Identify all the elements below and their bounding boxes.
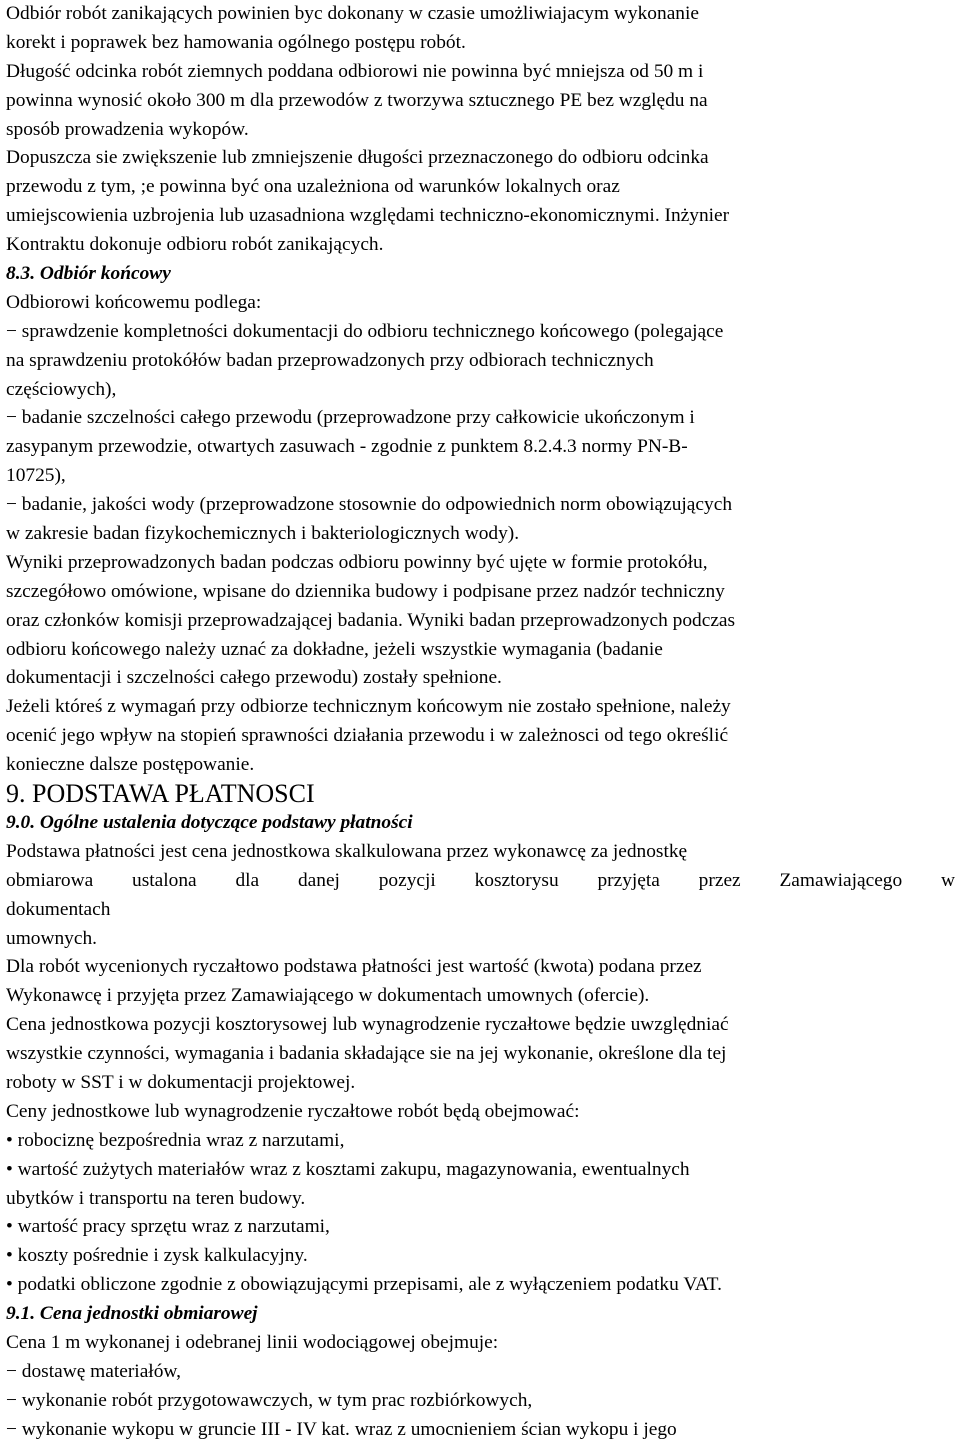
text-line: wszystkie czynności, wymagania i badania składające sie na jej wykonanie, określone dla tej (6, 1043, 727, 1065)
text-line: − badanie szczelności całego przewodu (przeprowadzone przy całkowicie ukończonym i (6, 407, 695, 429)
text-line: szczegółowo omówione, wpisane do dziennika budowy i podpisane przez nadzór techniczny (6, 580, 725, 602)
text-line: Dopuszcza sie zwiększenie lub zmniejszenie długości przeznaczonego do odbioru odcinka (6, 147, 709, 169)
text-line: umownych. (6, 927, 98, 949)
text-line: − sprawdzenie kompletności dokumentacji do odbioru technicznego końcowego (polegające (6, 320, 724, 342)
text-line: Odbiór robót zanikających powinien byc dokonany w czasie umożliwiajacym wykonanie (6, 3, 699, 24)
text-line: • robociznę bezpośrednia wraz z narzutami, (6, 1129, 345, 1151)
text-line: odbioru końcowego należy uznać za dokładne, jeżeli wszystkie wymagania (badanie (6, 638, 663, 660)
text-line: obmiarowa ustalona dla danej pozycji kosztorysu przyjęta przez Zamawiającego w (6, 869, 955, 891)
text-line: Wyniki przeprowadzonych badan podczas odbioru powinny być ujęte w formie protokółu, (6, 551, 708, 573)
text-line: zasypanym przewodzie, otwartych zasuwach - zgodnie z punktem 8.2.4.3 normy PN-B- (6, 436, 688, 458)
text-line: w zakresie badan fizykochemicznych i bakteriologicznych wody). (6, 523, 520, 545)
chapter-heading: 9. PODSTAWA PŁATNOSCI (6, 779, 315, 809)
section-heading: 8.3. Odbiór końcowy (6, 263, 171, 285)
text-line: Kontraktu dokonuje odbioru robót zanikających. (6, 234, 384, 256)
text-line: • podatki obliczone zgodnie z obowiązującymi przepisami, ale z wyłączeniem podatku VAT. (6, 1274, 722, 1296)
text-line: ubytków i transportu na teren budowy. (6, 1187, 306, 1209)
text-line: Podstawa płatności jest cena jednostkowa skalkulowana przez wykonawcę za jednostkę (6, 840, 688, 862)
text-line: − wykonanie wykopu w gruncie III - IV kat. wraz z umocnieniem ścian wykopu i jego (6, 1418, 677, 1440)
text-line: − dostawę materiałów, (6, 1360, 181, 1382)
text-line: Dla robót wycenionych ryczałtowo podstawa płatności jest wartość (kwota) podana przez (6, 956, 702, 978)
text-line: przewodu z tym, ;e powinna być ona uzależniona od warunków lokalnych oraz (6, 176, 620, 198)
text-line: dokumentacji i szczelności całego przewodu) zostały spełnione. (6, 667, 502, 689)
text-line: 10725), (6, 465, 66, 487)
text-line: ocenić jego wpływ na stopień sprawności działania przewodu i w zależnosci od tego określić (6, 725, 729, 747)
text-line: umiejscowienia uzbrojenia lub uzasadniona względami techniczno-ekonomicznymi. Inżynier (6, 205, 730, 227)
text-line: Cena jednostkowa pozycji kosztorysowej lub wynagrodzenie ryczałtowe będzie uwzględniać (6, 1014, 729, 1036)
text-line: Ceny jednostkowe lub wynagrodzenie ryczałtowe robót będą obejmować: (6, 1100, 580, 1122)
text-line: roboty w SST i w dokumentacji projektowej. (6, 1071, 356, 1093)
text-line: Cena 1 m wykonanej i odebranej linii wodociągowej obejmuje: (6, 1331, 499, 1353)
text-line: dokumentach (6, 898, 111, 920)
text-line: • koszty pośrednie i zysk kalkulacyjny. (6, 1245, 308, 1267)
text-line: • wartość zużytych materiałów wraz z kosztami zakupu, magazynowania, ewentualnych (6, 1158, 690, 1180)
text-line: oraz członków komisji przeprowadzającej badania. Wyniki badan przeprowadzonych podczas (6, 609, 736, 631)
text-line: korekt i poprawek bez hamowania ogólnego postępu robót. (6, 31, 466, 53)
section-heading: 9.0. Ogólne ustalenia dotyczące podstawy płatności (6, 811, 413, 833)
text-line: Wykonawcę i przyjęta przez Zamawiającego w dokumentach umownych (ofercie). (6, 985, 650, 1007)
text-line: sposób prowadzenia wykopów. (6, 118, 249, 140)
text-line: powinna wynosić około 300 m dla przewodów z tworzywa sztucznego PE bez względu na (6, 89, 708, 111)
text-line: − badanie, jakości wody (przeprowadzone stosownie do odpowiednich norm obowiązujących (6, 494, 733, 516)
text-line: − wykonanie robót przygotowawczych, w tym prac rozbiórkowych, (6, 1389, 533, 1411)
text-line: Odbiorowi końcowemu podlega: (6, 291, 262, 313)
section-heading: 9.1. Cena jednostki obmiarowej (6, 1303, 258, 1325)
text-line: Jeżeli któreś z wymagań przy odbiorze technicznym końcowym nie zostało spełnione, należy (6, 696, 731, 718)
text-line: konieczne dalsze postępowanie. (6, 754, 255, 776)
text-line: na sprawdzeniu protokółów badan przeprowadzonych przy odbiorach technicznych (6, 349, 654, 371)
text-line: • wartość pracy sprzętu wraz z narzutami, (6, 1216, 330, 1238)
text-line: częściowych), (6, 378, 117, 400)
text-line: Długość odcinka robót ziemnych poddana odbiorowi nie powinna być mniejsza od 50 m i (6, 60, 704, 82)
